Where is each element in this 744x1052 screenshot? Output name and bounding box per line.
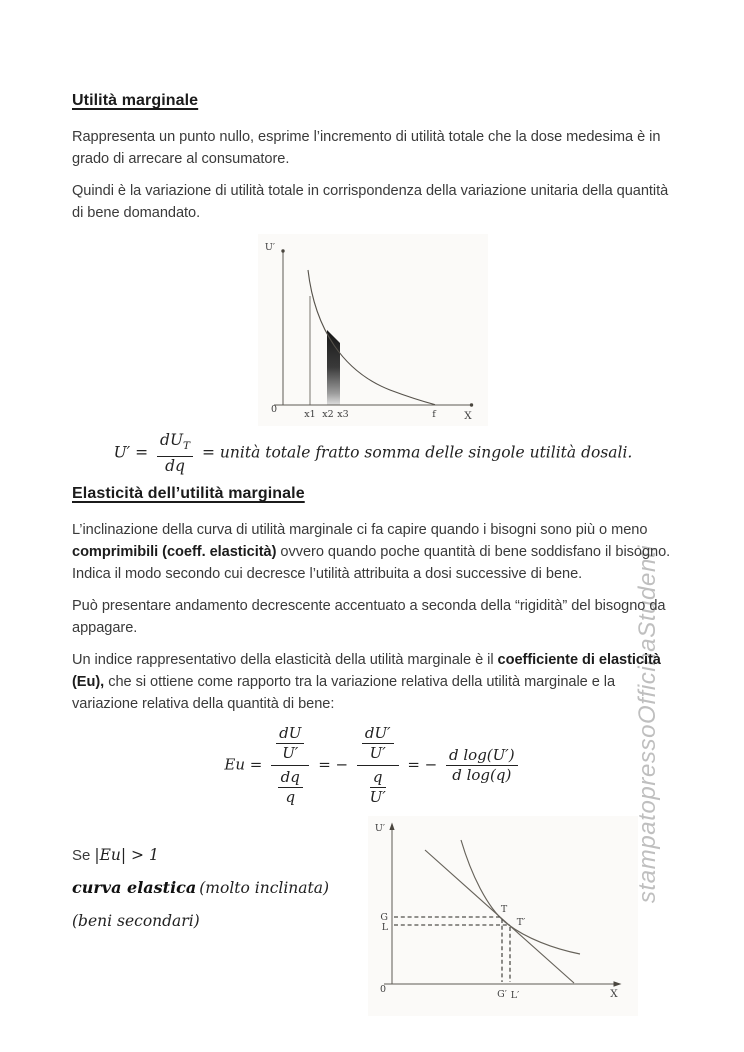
section2-heading: Elasticità dell’utilità marginale (72, 485, 305, 503)
formula-elasticity (72, 719, 674, 816)
elastic-curve-notes (72, 816, 372, 931)
fig1-y-label: U′ (264, 242, 276, 253)
condition-math: |Eu| > 1 (94, 846, 159, 865)
fig1-tick-x1: x1 (304, 409, 316, 420)
formula2-fraction-3: $\frac{\text{d log(U′)}}{\text{d log(q)}}$ (446, 747, 518, 784)
section1-heading: Utilità marginale (72, 92, 199, 109)
formula2-fraction-2: $\frac{\frac{dU'}{U'}}{\frac{q}{U'}}$ (357, 725, 399, 806)
fig2-label-G-prime: G′ (497, 989, 507, 1001)
bottom-section (72, 816, 674, 1041)
formula2-equals-3: = − (407, 755, 438, 774)
formula1-numerator: $dU_T$ (157, 432, 193, 457)
formula1-rhs: = unità totale fratto somma delle singole utilità dosali. (202, 443, 633, 462)
condition-line (72, 846, 372, 864)
formula2-lhs: Eu = (224, 755, 263, 774)
y-axis-arrowhead (389, 823, 394, 831)
y-axis-arrow-dot (281, 249, 284, 252)
fig1-tick-x3: x3 (337, 409, 349, 420)
formula1-lhs: U′ = (113, 443, 149, 462)
fig2-label-T: T (500, 904, 508, 916)
fig2-origin-label: 0 (379, 984, 387, 996)
secondary-goods-line: (beni secondari) (72, 912, 200, 931)
section1-paragraph-2: Quindi è la variazione di utilità totale in corrispondenza della variazione unitaria della quantità di bene domandato. (72, 183, 669, 221)
formula1-fraction (157, 432, 193, 475)
fig1-tick-x2: x2 (322, 409, 334, 420)
fig2-y-label: U′ (374, 823, 386, 835)
fig2-label-L-prime: L′ (510, 990, 520, 1002)
fig2-label-L: L (381, 922, 388, 934)
fig2-label-T-prime: T′ (516, 917, 526, 929)
formula-marginal-utility (72, 432, 674, 475)
formula1-denominator: dq (165, 457, 185, 476)
condition-prefix: Se (72, 847, 91, 865)
fig1-x-label: X (464, 410, 472, 422)
watermark-text: stampatopressoOfficinaStudenti (634, 544, 661, 904)
formula2-fraction-1: $\frac{dU}{U'}$ $\frac{dq}{q}$ (271, 725, 309, 806)
section2-paragraph-1: L’inclinazione della curva di utilità marginale ci fa capire quando i bisogni sono più o meno comprimibili (coeff. elasticità) ovvero quando poche quantità di bene soddisfano il bisogno. Indica il modo secondo cui decresce l’utilità attribuita a dosi successive di bene. (72, 522, 671, 583)
section1-paragraph-1: Rappresenta un punto nullo, esprime l’incremento di utilità totale che la dose medesima è in grado di arrecare al consumatore. (72, 129, 661, 167)
x-axis-arrowhead (614, 981, 622, 987)
section2-paragraph-3: Un indice rappresentativo della elasticità della utilità marginale è il coefficiente di elasticità (Eu), che si ottiene come rapporto tra la variazione relativa della utilità marginale e la variazione relativa della quantità di bene: (72, 652, 661, 713)
x-axis-arrow-dot (470, 403, 473, 406)
elastic-curve-italic: (molto inclinata) (199, 879, 330, 898)
elastic-curve-line (72, 878, 372, 898)
section2-paragraph-2: Può presentare andamento decrescente accentuato a seconda della “rigidità” del bisogno da appagare. (72, 598, 666, 637)
convex-curve (461, 840, 580, 954)
marginal-utility-chart (258, 234, 488, 426)
figure-marginal-utility (258, 234, 488, 426)
elastic-curve-bold: curva elastica (72, 878, 197, 898)
fig2-label-G: G (380, 912, 388, 924)
fig1-tick-f: f (432, 409, 436, 420)
figure-elastic-curve (368, 816, 638, 1016)
shaded-strip (327, 330, 340, 405)
fig2-x-label: X (610, 988, 618, 1001)
formula2-equals-2: = − (318, 755, 349, 774)
fig1-origin-label: 0 (270, 404, 278, 415)
page-content (72, 90, 674, 1041)
elastic-curve-chart (368, 816, 638, 1016)
